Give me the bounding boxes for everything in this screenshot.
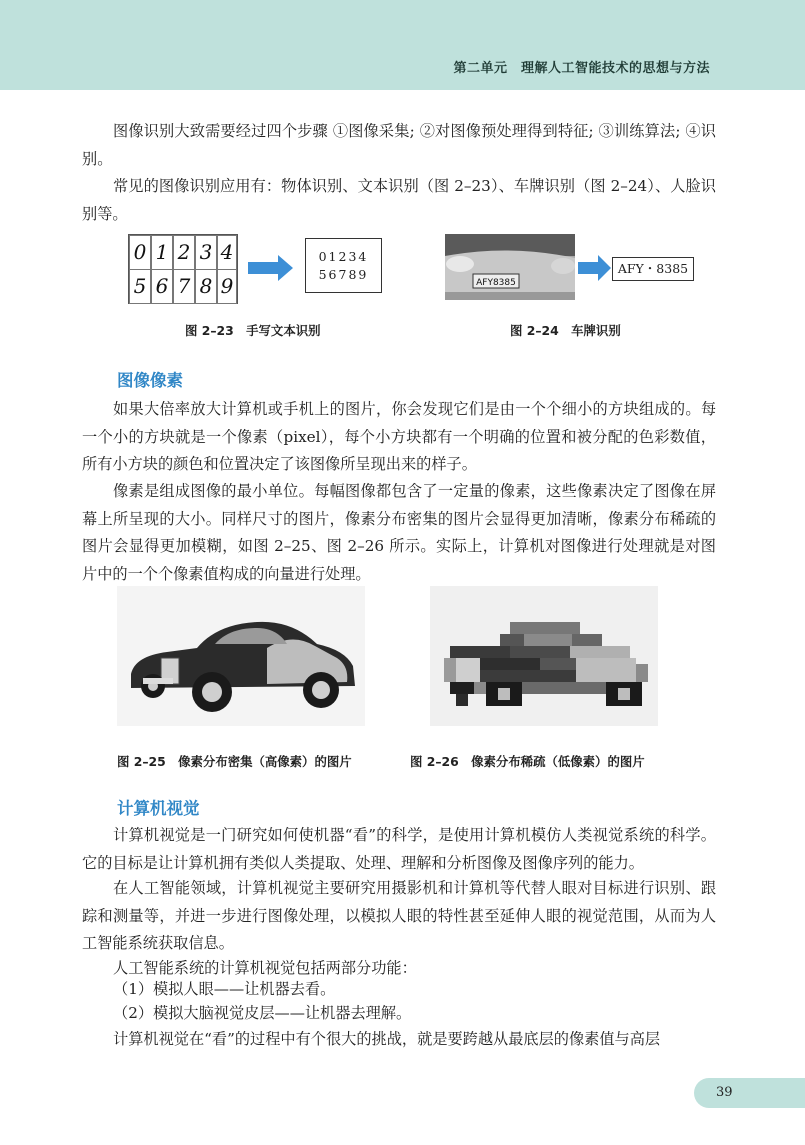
pixels-paragraph-2: 像素是组成图像的最小单位。每幅图像都包含了一定量的像素，这些像素决定了图像在屏幕上所呈现的大小。同样尺寸的图片，像素分布密集的图片会显得更加清晰，像素分布稀疏的图片会显得更加模糊，如图 2–25、图 2–26 所示。实际上，计算机对图像进行处理就是对图片中的一个个像素值构成的向量进行处理。 <box>82 482 716 583</box>
cv-paragraph-3: 人工智能系统的计算机视觉包括两部分功能： <box>113 959 417 977</box>
handwritten-digits-image <box>128 234 238 304</box>
digit-cell: 6 <box>151 269 173 304</box>
high-pixel-car-image <box>117 586 365 726</box>
digit-cell: 2 <box>173 235 195 270</box>
section-title-computer-vision: 计算机视觉 <box>117 799 200 818</box>
digit-cell: 5 <box>129 269 151 304</box>
header-band <box>0 0 805 90</box>
digit-cell: 4 <box>217 235 237 270</box>
typed-digits-box <box>305 238 382 293</box>
intro-paragraph-1: 图像识别大致需要经过四个步骤 ①图像采集; ②对图像预处理得到特征; ③训练算法; ④识别。 <box>82 122 716 168</box>
figure-caption-2-25: 图 2–25 像素分布密集（高像素）的图片 <box>117 754 352 769</box>
typed-digits-line-2: 56789 <box>318 267 369 282</box>
digit-cell: 0 <box>129 235 151 270</box>
intro-paragraph-2: 常见的图像识别应用有：物体识别、文本识别（图 2–23）、车牌识别（图 2–24）、人脸识别等。 <box>82 177 716 223</box>
section-title-pixels: 图像像素 <box>117 371 183 390</box>
figure-caption-2-24: 图 2–24 车牌识别 <box>510 323 621 338</box>
digit-cell: 8 <box>195 269 217 304</box>
arrow-right-icon <box>578 253 612 283</box>
cv-paragraph-2: 在人工智能领域，计算机视觉主要研究用摄影机和计算机等代替人眼对目标进行识别、跟踪和测量等，并进一步进行图像处理，以模拟人眼的特性甚至延伸人眼的视觉范围，从而为人工智能系统获取信息。 <box>82 879 716 952</box>
page-number: 39 <box>716 1085 733 1100</box>
plate-on-car: AFY8385 <box>476 278 516 288</box>
car-rear-photo <box>445 234 575 300</box>
pixels-paragraph-1: 如果大倍率放大计算机或手机上的图片，你会发现它们是由一个个细小的方块组成的。每一个小的方块就是一个像素（pixel），每个小方块都有一个明确的位置和被分配的色彩数值，所有小方块的颜色和位置决定了该图像所呈现出来的样子。 <box>82 400 716 473</box>
cv-list-item-2: （2）模拟大脑视觉皮层——让机器去理解。 <box>113 1004 412 1022</box>
cv-paragraph-4: 计算机视觉在“看”的过程中有个很大的挑战，就是要跨越从最底层的像素值与高层 <box>113 1030 661 1048</box>
recognized-plate-box: AFY・8385 <box>612 257 694 281</box>
figure-caption-2-26: 图 2–26 像素分布稀疏（低像素）的图片 <box>410 754 645 769</box>
running-header: 第二单元 理解人工智能技术的思想与方法 <box>453 61 710 76</box>
page-number-tab <box>694 1078 805 1108</box>
digit-cell: 1 <box>151 235 173 270</box>
arrow-right-icon <box>248 253 294 283</box>
cv-paragraph-1: 计算机视觉是一门研究如何使机器“看”的科学，是使用计算机模仿人类视觉系统的科学。它的目标是让计算机拥有类似人类提取、处理、理解和分析图像及图像序列的能力。 <box>82 826 716 872</box>
cv-list-item-1: （1）模拟人眼——让机器去看。 <box>113 980 336 998</box>
digit-cell: 7 <box>173 269 195 304</box>
digit-cell: 9 <box>217 269 237 304</box>
low-pixel-car-image <box>430 586 658 726</box>
digit-cell: 3 <box>195 235 217 270</box>
figure-caption-2-23: 图 2–23 手写文本识别 <box>185 323 321 338</box>
typed-digits-line-1: 01234 <box>318 249 369 264</box>
